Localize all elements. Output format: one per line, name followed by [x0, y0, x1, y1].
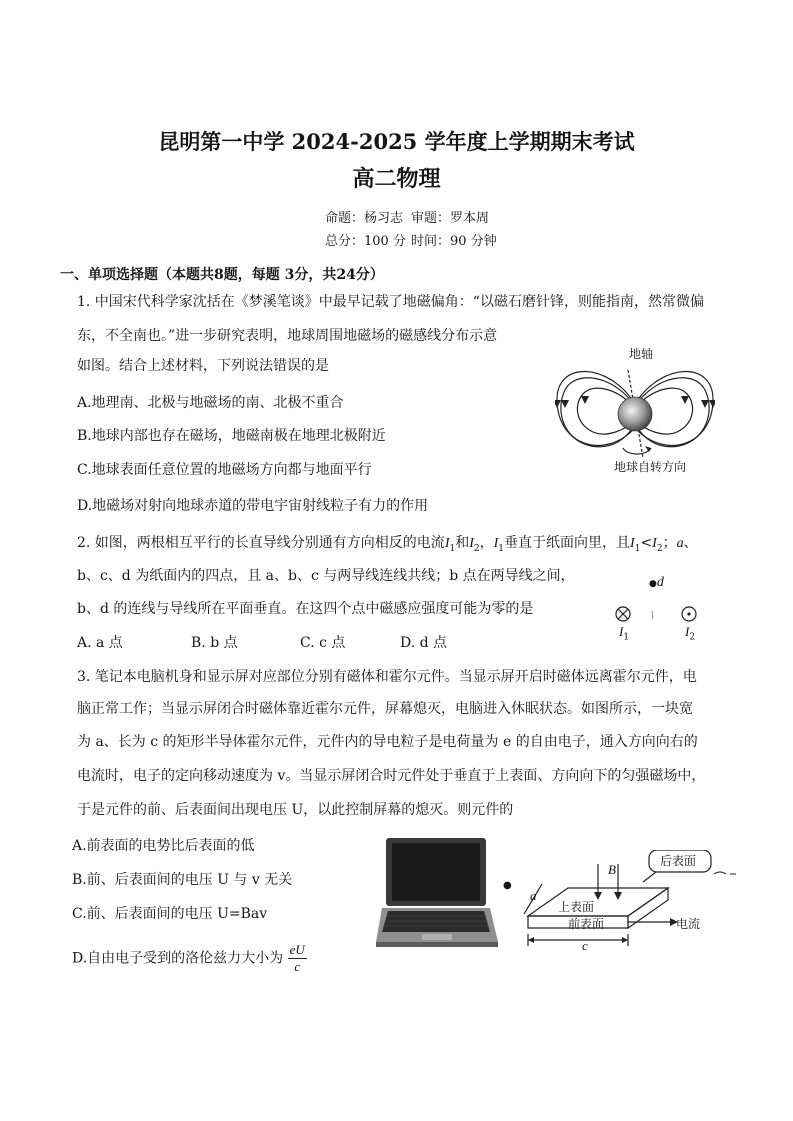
q2-line-1: 2. 如图，两根相互平行的长直导线分别通有方向相反的电流$I_1$和$I_2$，$I_1$垂直于纸面向里，且$I_1<I_2$；a、 — [77, 535, 698, 554]
q3-option-d — [72, 942, 307, 975]
q2-sub-2b: 2 — [656, 543, 663, 554]
q1-option-a: A.地理南、北极与地磁场的南、北极不重合 — [77, 395, 344, 411]
q3-line-1: 3. 笔记本电脑机身和显示屏对应部位分别有磁体和霍尔元件。当显示屏开启时磁体远离霍尔元件，电 — [77, 669, 697, 685]
wires-figure — [612, 603, 702, 625]
q3-option-a: A.前表面的电势比后表面的低 — [72, 838, 255, 854]
reviewer-line — [411, 207, 489, 226]
q2-line-2: b、c、d 为纸面内的四点，且 a、b、c 与两导线连线共线；b 点在两导线之间， — [77, 568, 575, 584]
q2-sub-2: 2 — [473, 543, 480, 554]
q2-sub-1c: 1 — [634, 543, 641, 554]
front-face-label: 前表面 — [568, 917, 605, 931]
q1-option-d: D.地磁场对射向地球赤道的带电宇宙射线粒子有力的作用 — [77, 498, 429, 514]
magnetic-field-label: B — [608, 862, 616, 877]
q2-option-b: B. b 点 — [191, 635, 238, 651]
time-value: 90 分钟 — [450, 234, 497, 249]
q2-line-3: b、d 的连线与导线所在平面垂直。在这四个点中磁感应强度可能为零的是 — [77, 601, 534, 617]
point-d-marker: ●d — [649, 575, 664, 590]
q1-line-2: 东，不全南也。”进一步研究表明，地球周围地磁场的磁感线分布示意 — [77, 328, 498, 344]
width-label: a — [530, 888, 537, 903]
laptop-image — [376, 838, 498, 950]
q3-line-2: 脑正常工作；当显示屏闭合时磁体靠近霍尔元件，屏幕熄灭，电脑进入休眠状态。如图所示，一块宽 — [77, 701, 693, 717]
q3-line-4: 电流时，电子的定向移动速度为 v。当显示屏闭合时元件处于垂直于上表面、方向向下的匀强磁场中， — [77, 768, 706, 784]
author-label: 命题： — [325, 211, 365, 226]
q2-text-f: 、 — [683, 535, 698, 551]
q2-text-e: ； — [662, 535, 677, 551]
reviewer-label: 审题： — [411, 211, 451, 226]
score-label: 总分： — [325, 234, 365, 249]
q2-var-i2: I — [469, 536, 474, 551]
author-name: 杨习志 — [364, 211, 404, 226]
earth-axis-label: 地轴 — [629, 347, 654, 361]
q2-lt: < — [640, 535, 653, 551]
q3-line-3: 为 a、长为 c 的矩形半导体霍尔元件，元件内的导电粒子是电荷量为 e 的自由电子，通入方向向右的 — [77, 734, 698, 750]
q2-var-i1b: I — [493, 536, 499, 551]
q2-option-c: C. c 点 — [300, 635, 346, 651]
top-face-label: 上表面 — [558, 900, 595, 914]
q3-option-b: B.前、后表面间的电压 U 与 v 无关 — [72, 872, 293, 888]
score-line — [325, 230, 406, 249]
q1-option-b: B.地球内部也存在磁场，地磁南极在地理北极附近 — [77, 428, 386, 444]
fraction-numerator: eU — [289, 942, 305, 957]
author-line — [325, 207, 403, 226]
q3-line-5: 于是元件的前、后表面间出现电压 U，以此控制屏幕的熄灭。则元件的 — [77, 802, 514, 818]
point-d-label: d — [656, 575, 664, 590]
wire1-label: $I_1$ — [619, 624, 630, 643]
time-line — [411, 230, 497, 249]
q2-var-i2b: I — [652, 536, 657, 551]
section-heading: 一、单项选择题（本题共8题，每题 3分，共24分） — [60, 267, 384, 283]
q2-option-a: A. a 点 — [77, 635, 123, 651]
q2-text-a: 2. 如图，两根相互平行的长直导线分别通有方向相反的电流 — [77, 535, 445, 551]
fraction-denominator: c — [294, 959, 301, 974]
q2-text-c: ， — [479, 535, 494, 551]
time-label: 时间： — [411, 234, 451, 249]
reviewer-name: 罗本周 — [450, 211, 490, 226]
q2-sub-1: 1 — [449, 543, 456, 554]
exam-subject: 高二物理 — [352, 166, 441, 192]
q3-option-d-text: D.自由电子受到的洛伦兹力大小为 — [72, 950, 284, 967]
current-label: 电流 — [676, 917, 701, 931]
exam-title: 昆明第一中学 2024-2025 学年度上学期期末考试 — [158, 129, 635, 154]
q2-option-d: D. d 点 — [400, 635, 448, 651]
wire2-label: $I_2$ — [685, 624, 696, 643]
q2-sub-1b: 1 — [498, 543, 505, 554]
length-label: c — [582, 938, 588, 953]
q1-option-c: C.地球表面任意位置的地磁场方向都与地面平行 — [77, 462, 372, 478]
earth-rotation-label: 地球自转方向 — [614, 460, 687, 474]
q3-option-c: C.前、后表面间的电压 U=Bav — [72, 906, 268, 922]
back-face-label: 后表面 — [660, 854, 697, 868]
score-value: 100 分 — [364, 234, 406, 249]
q1-line-3: 如图。结合上述材料，下列说法错误的是 — [77, 358, 329, 374]
q2-var-i1: I — [444, 536, 450, 551]
q3-option-d-fraction — [288, 942, 307, 975]
q2-var-i1c: I — [630, 536, 635, 551]
q2-text-d: 垂直于纸面向里，且 — [504, 535, 631, 551]
hall-element-figure — [518, 850, 738, 960]
q1-line-1: 1. 中国宋代科学家沈括在《梦溪笔谈》中最早记载了地磁偏角：“以磁石磨针锋，则能指南，然常微偏 — [77, 294, 704, 310]
q2-text-b: 和 — [455, 535, 470, 551]
earth-magnetic-field-figure — [555, 362, 715, 470]
